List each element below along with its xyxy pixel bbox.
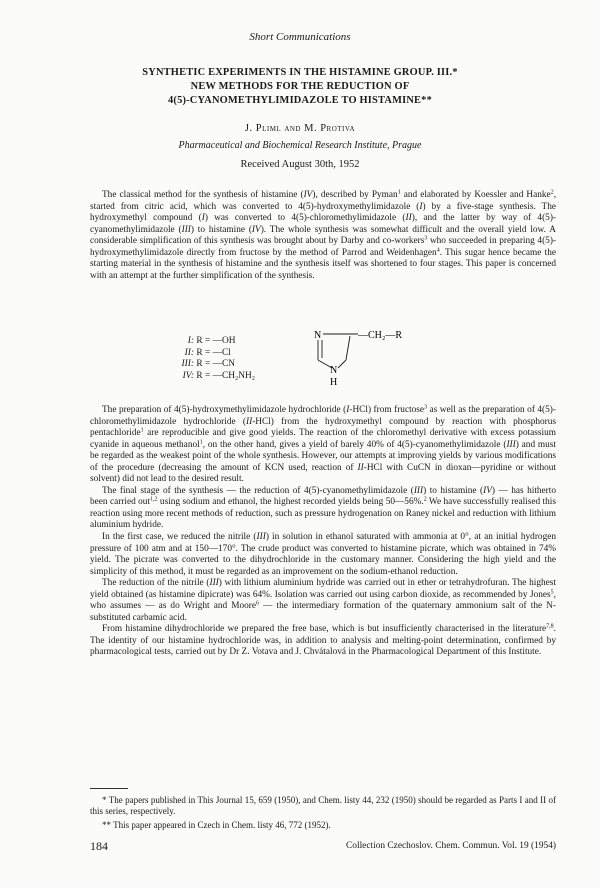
paper-title xyxy=(80,66,520,108)
paragraph-1: The classical method for the synthesis of histamine (IV), described by Pyman$^1$ and elaborated by Koessler and Hanke$^2$, started from citric acid, which was converted to 4(5)-hydroxymethylimidazole (I) by a five-stage synthesis. The hydroxymethyl compound (I) was converted to 4(5)-chloromethylimidazole (II), and the latter by way of 4(5)-cyanomethylimidazole (III) to histamine (IV). The whole synthesis was somewhat difficult and the overall yield low. A considerable simplification of this synthesis was brought about by Darby and co-workers$^3$ who succeeded in preparing 4(5)-hydroxymethylimidazole directly from fructose by the method of Parrod and Weidenhagen$^4$. This sugar hence became the starting material in the synthesis of histamine and the synthesis itself was shortened to four stages. This paper is concerned with an attempt at the further simplification of the synthesis. xyxy=(90,189,557,281)
main-text xyxy=(90,405,556,659)
legend-row: I: R = —OH xyxy=(187,336,236,346)
legend-row: IV: R = —CH₂NH₂ xyxy=(182,370,256,381)
paragraph-2: The preparation of 4(5)-hydroxymethylimidazole hydrochloride (I-HCl) from fructose$^3$ as well as the preparation of 4(5)-chloromethylimidazole hydrochloride (II-HCl) from the hydroxymethyl compound by reaction with phosphorus pentachloride$^1$ are reproducible and give good yields. The reaction of the chloromethyl derivative with excess potassium cyanide in aqueous methanol$^1$, on the other hand, gives a yield of barely 40% of 4(5)-cyanomethylimidazole (III) and must be regarded as the weakest point of the whole synthesis. However, our attempts at improving yields by various modifications of the procedure (decreasing the amount of KCN used, reaction of II-HCl with CuCN in dioxan—pyridine or without solvent) did not lead to the desired result. xyxy=(90,404,557,485)
paragraph-5: The reduction of the nitrile (III) with lithium aluminium hydride was carried out in ether or tetrahydrofuran. The highest yield obtained (as histamine dipicrate) was 64%. Isolation was carried out using carbon dioxide, as recommended by Jones$^5$, who assumes — as do Wright and Moore$^6$ — the intermediary formation of the quaternary ammonium salt of the N-substituted carbamic acid. xyxy=(90,578,556,623)
imidazole-structure xyxy=(300,326,440,388)
title-line-3: 4(5)-CYANOMETHYLIMIDAZOLE TO HISTAMINE** xyxy=(168,95,432,106)
footnote-divider xyxy=(90,788,128,789)
ring-bond-right xyxy=(346,336,350,360)
compound-legend xyxy=(172,336,255,382)
ring-n-bottom: N xyxy=(330,365,338,376)
intro-paragraph xyxy=(90,190,556,282)
journal-citation: Collection Czechoslov. Chem. Commun. Vol. 19 (1954) xyxy=(346,841,556,851)
legend-row: III: R = —CN xyxy=(181,359,235,369)
affiliation: Pharmaceutical and Biochemical Research Institute, Prague xyxy=(178,140,422,151)
ring-substituent: —CH₂—R xyxy=(358,330,403,341)
legend-row: II: R = —Cl xyxy=(184,347,231,358)
ring-bond-bottom-right xyxy=(338,360,346,368)
footnote-2: ** This paper appeared in Czech in Chem. listy 46, 772 (1952). xyxy=(102,820,331,830)
footnote-1: * The papers published in This Journal 15, 659 (1950), and Chem. listy 44, 232 (1950) should be regarded as Parts I and II of this series, respectively. xyxy=(90,795,556,816)
page-number: 184 xyxy=(90,839,108,853)
received-date: Received August 30th, 1952 xyxy=(240,159,360,170)
ring-h: H xyxy=(330,377,338,388)
authors: J. Pliml and M. Protiva xyxy=(244,123,356,134)
title-line-2: NEW METHODS FOR THE REDUCTION OF xyxy=(190,81,410,92)
paragraph-6: From histamine dihydrochloride we prepared the free base, which is but insufficiently characterised in the literature$^{7,8}$. The identity of our histamine hydrochloride was, in addition to analysis and melting-point determination, confirmed by pharmacological tests, carried out by Dr Z. Votava and J. Chvátalová in the Pharmacological Department of this Institute. xyxy=(90,623,556,658)
paragraph-4: In the first case, we reduced the nitrile (III) in solution in ethanol saturated with ammonia at 0°, at an initial hydrogen pressure of 100 atm and at 150—170°. The crude product was converted to histamine picrate, which was obtained in 74% yield. The picrate was converted to the dihydrochloride in the customary manner. Considering the high yield and the simplicity of this method, it must be regarded as an improvement on the sodium-ethanol reduction. xyxy=(90,532,556,577)
ring-n-top: N xyxy=(314,330,322,341)
paragraph-3: The final stage of the synthesis — the reduction of 4(5)-cyanomethylimidazole (III) to histamine (IV) — has hitherto been carried out$^{1,2}$ using sodium and ethanol, the highest recorded yields being 50—56%.$^2$ We have successfully realised this reaction using more recent methods of reduction, such as pressure hydrogenation on Raney nickel and reduction with lithium aluminium hydride. xyxy=(90,485,557,531)
title-line-1: SYNTHETIC EXPERIMENTS IN THE HISTAMINE GROUP. III.* xyxy=(142,67,458,78)
running-head: Short Communications xyxy=(249,31,351,43)
